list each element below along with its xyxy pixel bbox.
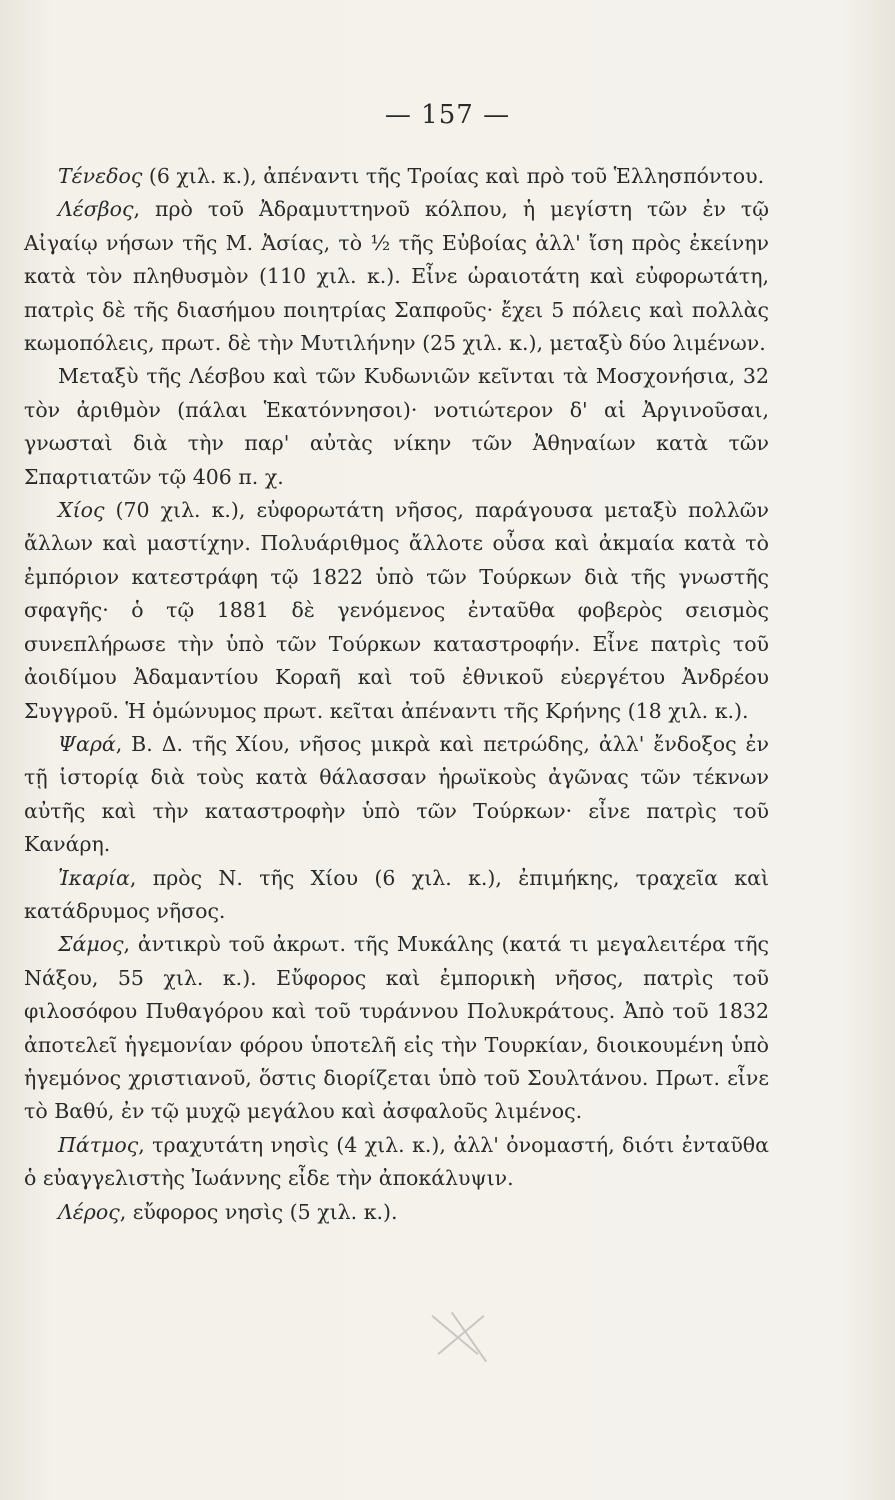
paragraph-text: , τραχυτάτη νησὶς (4 χιλ. κ.), ἀλλ' ὀνομαστή, διότι ἐνταῦθα ὁ εὐαγγελιστὴς Ἰωάννης εἶδε τὴν ἀποκάλυψιν. (24, 1132, 769, 1191)
pen-mark (425, 1312, 495, 1362)
island-name: Χίος (58, 498, 105, 523)
paragraph-text: , Β. Δ. τῆς Χίου, νῆσος μικρὰ καὶ πετρώδης, ἀλλ' ἔνδοξος ἐν τῇ ἱστορίᾳ διὰ τοὺς κατὰ θάλασσαν ἡρωϊκοὺς ἀγῶνας τῶν τέκνων αὐτῆς καὶ τὴν καταστροφὴν ὑπὸ τῶν Τούρκων· εἶνε πατρὶς τοῦ Κανάρη. (24, 731, 769, 857)
body-text (24, 160, 769, 1229)
paragraph-ikaria (24, 862, 769, 929)
island-name: Λέσβος (58, 197, 134, 222)
paragraph-chios (24, 494, 769, 728)
island-name: Ἰκαρία (58, 865, 130, 890)
paragraph-text: , εὔφορος νησὶς (5 χιλ. κ.). (119, 1199, 398, 1224)
paragraph-text: (70 χιλ. κ.), εὐφορωτάτη νῆσος, παράγουσα μεταξὺ πολλῶν ἄλλων καὶ μαστίχην. Πολυάριθμος ἄλλοτε οὖσα καὶ ἀκμαία κατὰ τὸ ἐμπόριον κατεστράφη τῷ 1822 ὑπὸ τῶν Τούρκων διὰ τῆς γνωστῆς σφαγῆς· ὁ τῷ 1881 δὲ γενόμενος ἐνταῦθα φοβερὸς σεισμὸς συνεπλήρωσε τὴν ὑπὸ τῶν Τούρκων καταστροφήν. Εἶνε πατρὶς τοῦ ἀοιδίμου Ἀδαμαντίου Κοραῆ καὶ τοῦ ἐθνικοῦ εὐεργέτου Ἀνδρέου Συγγροῦ. Ἡ ὁμώνυμος πρωτ. κεῖται ἀπέναντι τῆς Κρήνης (18 χιλ. κ.). (24, 498, 769, 723)
page-number: — 157 — (384, 100, 511, 130)
paragraph-lesvos (24, 193, 769, 360)
paragraph-text: Μεταξὺ τῆς Λέσβου καὶ τῶν Κυδωνιῶν κεῖνται τὰ Μοσχονήσια, 32 τὸν ἀριθμὸν (πάλαι Ἑκατόννησοι)· νοτιώτερον δ' αἱ Ἀργινοῦσαι, γνωσταὶ διὰ τὴν παρ' αὐτὰς νίκην τῶν Ἀθηναίων κατὰ τῶν Σπαρτιατῶν τῷ 406 π. χ. (24, 364, 769, 489)
paragraph-text: , πρὸ τοῦ Ἀδραμυττηνοῦ κόλπου, ἡ μεγίστη τῶν ἐν τῷ Αἰγαίῳ νήσων τῆς Μ. Ἀσίας, τὸ ½ τῆς Εὐβοίας ἀλλ' ἴση πρὸς ἐκείνην κατὰ τὸν πληθυσμὸν (110 χιλ. κ.). Εἶνε ὡραιοτάτη καὶ εὐφορωτάτη, πατρὶς δὲ τῆς διασήμου ποιητρίας Σαπφοῦς· ἔχει 5 πόλεις καὶ πολλὰς κωμοπόλεις, πρωτ. δὲ τὴν Μυτιλήνην (25 χιλ. κ.), μεταξὺ δύο λιμένων. (24, 197, 769, 356)
island-name: Ψαρά (58, 731, 116, 756)
paragraph-leros (24, 1196, 769, 1229)
island-name: Πάτμος (58, 1132, 139, 1157)
paragraph-moschonisia (24, 360, 769, 494)
island-name: Λέρος (58, 1199, 120, 1224)
island-name: Σάμος (58, 932, 124, 957)
paragraph-tenedos (24, 160, 769, 193)
island-name: Τένεδος (58, 164, 143, 188)
paragraph-psara (24, 728, 769, 862)
paragraph-text: , ἀντικρὺ τοῦ ἀκρωτ. τῆς Μυκάλης (κατά τι μεγαλειτέρα τῆς Νάξου, 55 χιλ. κ.). Εὔφορος καὶ ἐμπορικὴ νῆσος, πατρὶς τοῦ φιλοσόφου Πυθαγόρου καὶ τοῦ τυράννου Πολυκράτους. Ἀπὸ τοῦ 1832 ἀποτελεῖ ἡγεμονίαν φόρου ὑποτελῆ εἰς τὴν Τουρκίαν, διοικουμένη ὑπὸ ἡγεμόνος χριστιανοῦ, ὅστις διορίζεται ὑπὸ τοῦ Σουλτάνου. Πρωτ. εἶνε τὸ Βαθύ, ἐν τῷ μυχῷ μεγάλου καὶ ἀσφαλοῦς λιμένος. (24, 932, 769, 1124)
paragraph-patmos (24, 1129, 769, 1196)
paragraph-samos (24, 928, 769, 1128)
paragraph-text: , πρὸς Ν. τῆς Χίου (6 χιλ. κ.), ἐπιμήκης, τραχεῖα καὶ κατάδρυμος νῆσος. (24, 865, 769, 923)
paragraph-text: (6 χιλ. κ.), ἀπέναντι τῆς Τροίας καὶ πρὸ τοῦ Ἑλλησπόντου. (142, 164, 765, 188)
